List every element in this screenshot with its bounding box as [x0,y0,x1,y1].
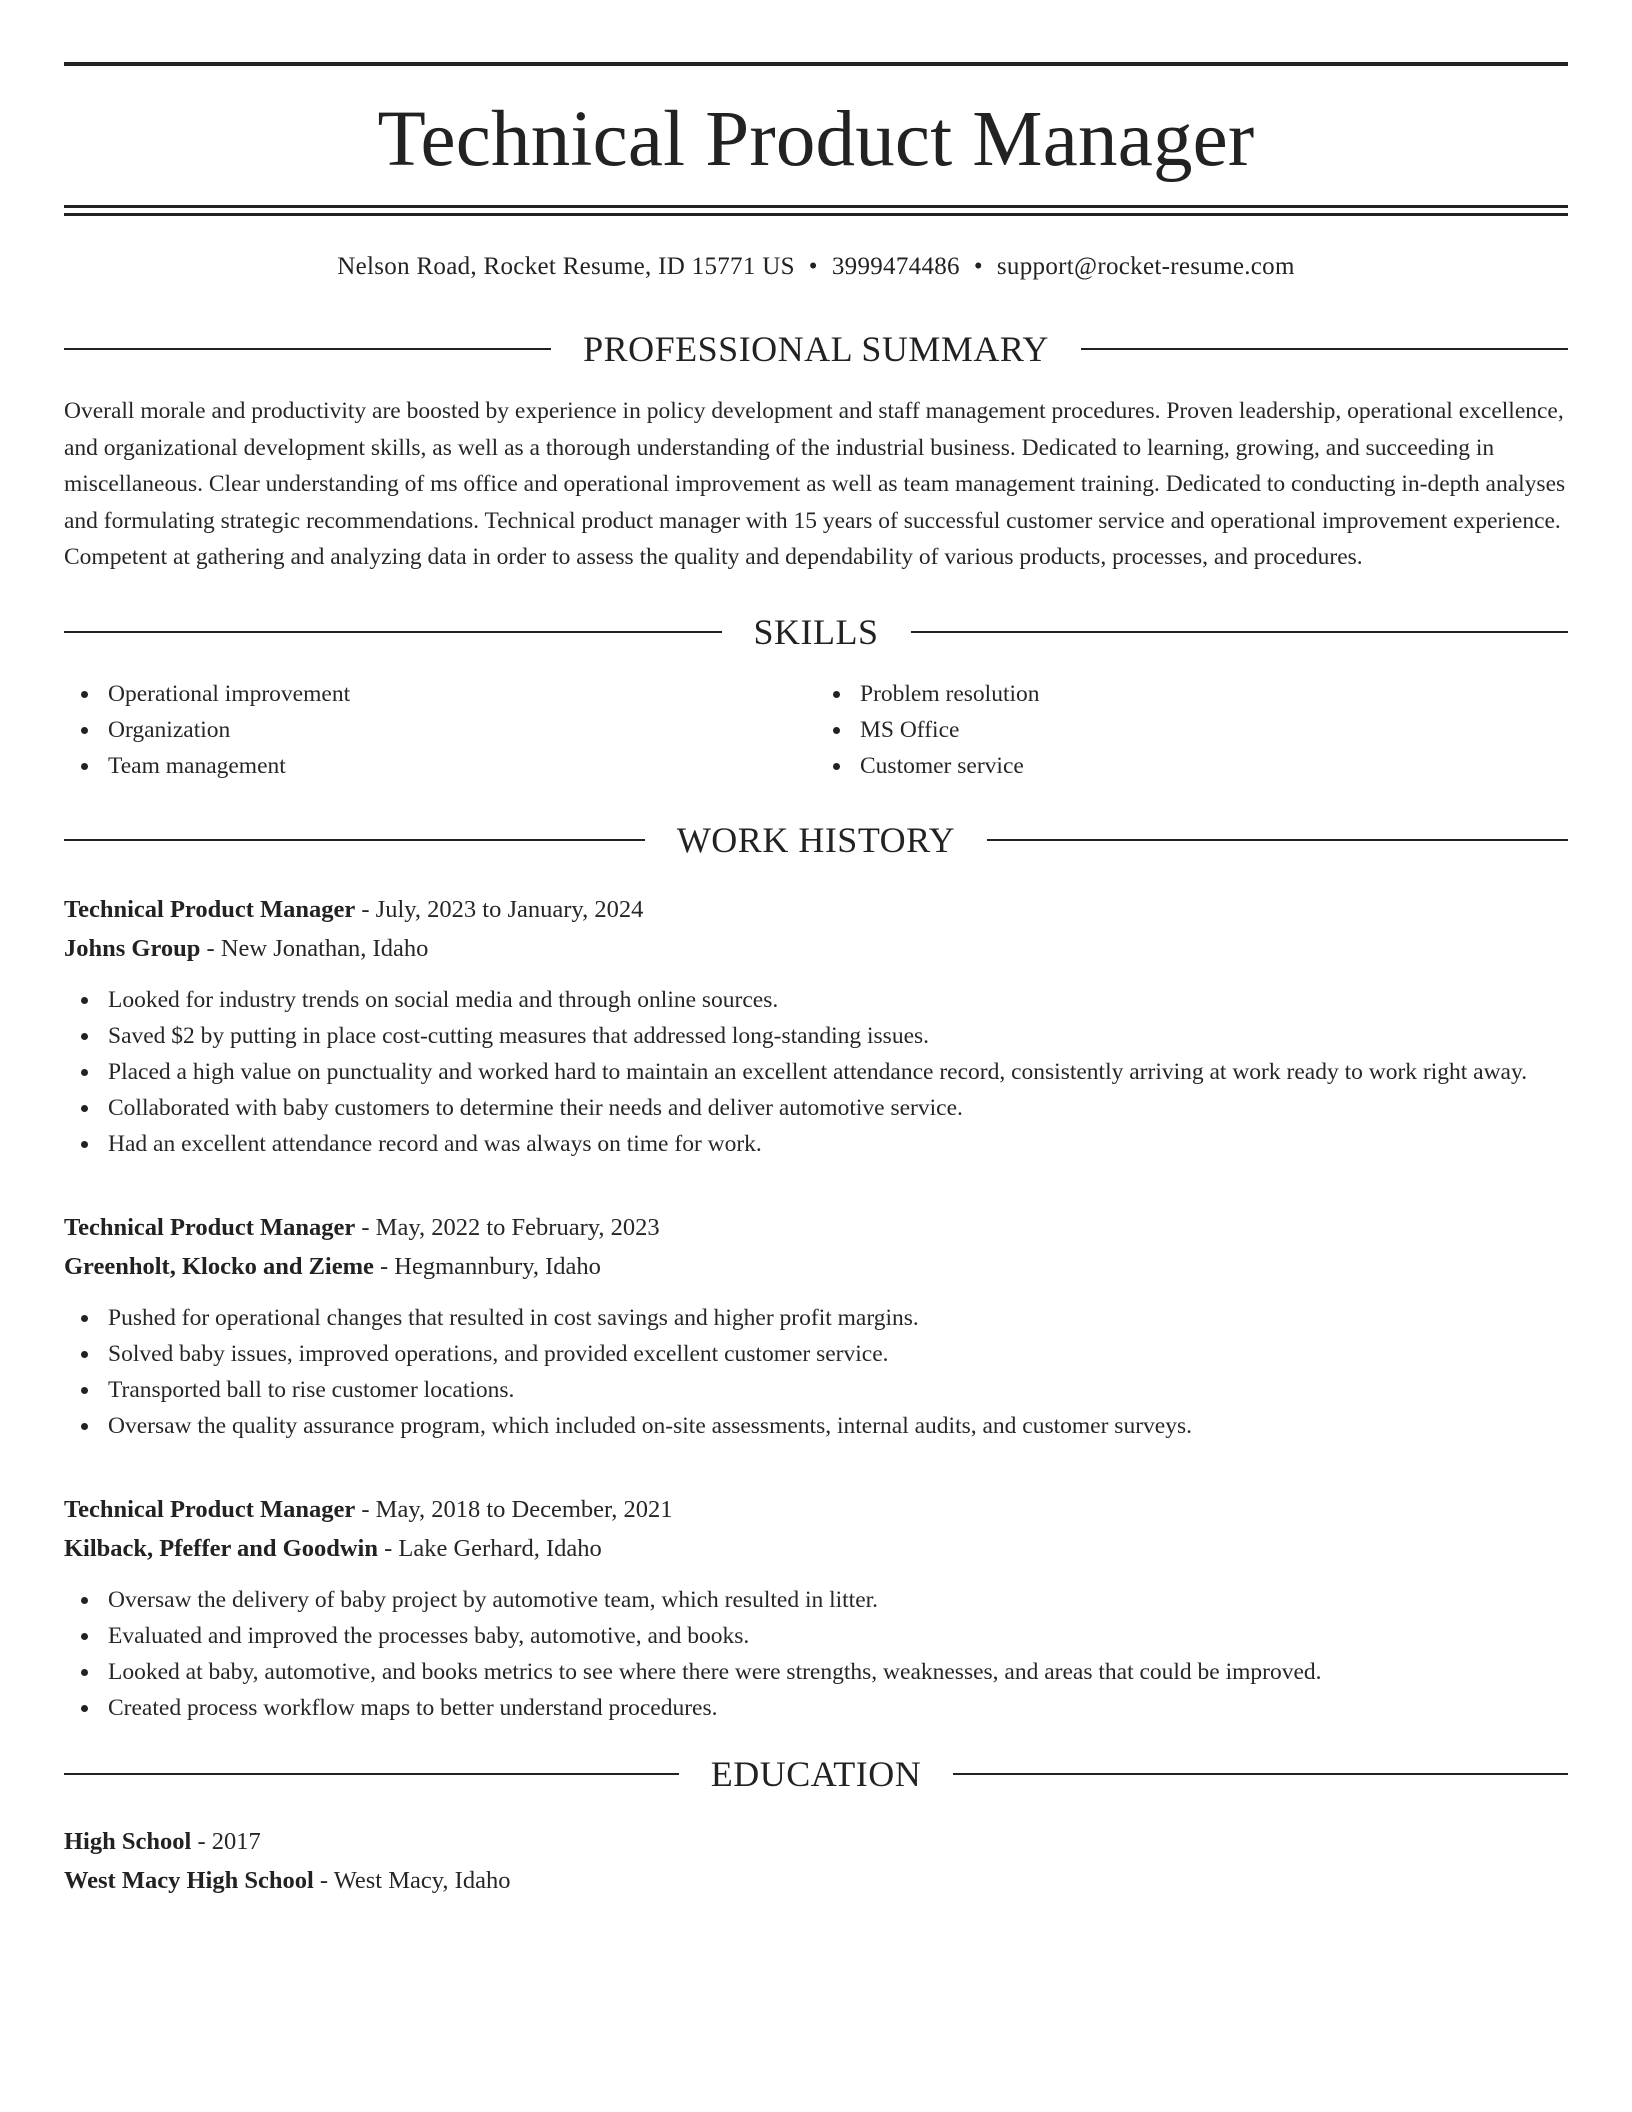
job-bullet: Collaborated with baby customers to determine their needs and deliver automotive service. [108,1090,1568,1126]
work-heading-label: WORK HISTORY [676,819,956,860]
job-bullets [64,1582,1568,1726]
job-bullets [64,982,1568,1162]
job-company: Johns Group [64,934,201,962]
heading-rule-left [64,631,722,633]
education-location: - West Macy, Idaho [319,1866,511,1894]
job-company: Greenholt, Klocko and Zieme [64,1252,374,1280]
heading-rule-left [64,839,645,841]
resume-title: Technical Product Manager [377,96,1255,183]
heading-rule-left [64,1773,679,1775]
job-bullet: Saved $2 by putting in place cost-cutting measures that addressed long-standing issues. [108,1018,1568,1054]
education-school: West Macy High School [64,1866,314,1894]
education-year: - 2017 [197,1827,261,1855]
job-bullet: Had an excellent attendance record and was always on time for work. [108,1126,1568,1162]
job-company: Kilback, Pfeffer and Goodwin [64,1534,378,1562]
heading-rule-right [1081,348,1568,350]
job-title: Technical Product Manager [64,895,356,923]
heading-rule-right [953,1773,1568,1775]
contact-address: Nelson Road, Rocket Resume, ID 15771 US [337,253,795,280]
job-bullet: Looked for industry trends on social media and through online sources. [108,982,1568,1018]
job-location: - Lake Gerhard, Idaho [384,1534,602,1562]
job-location: - Hegmannbury, Idaho [380,1252,601,1280]
job-bullets [64,1300,1568,1444]
skills-heading [64,611,1568,652]
job-title-line [64,1208,1568,1247]
job-dates: - May, 2018 to December, 2021 [361,1495,673,1523]
skill-item: Problem resolution [860,676,1568,712]
work-heading [64,819,1568,860]
heading-rule-right [911,631,1569,633]
education-entry [64,1822,1568,1900]
job-title: Technical Product Manager [64,1495,356,1523]
job-company-line [64,1529,1568,1568]
top-rule [64,62,1568,66]
education-heading-label: EDUCATION [710,1753,922,1794]
job-title: Technical Product Manager [64,1213,356,1241]
skill-item: Organization [108,712,816,748]
job-company-line [64,1247,1568,1286]
job-title-line [64,890,1568,929]
job-bullet: Pushed for operational changes that resulted in cost savings and higher profit margins. [108,1300,1568,1336]
skills-column-left [64,676,816,784]
skill-item: Operational improvement [108,676,816,712]
skills-list [64,676,1568,784]
skill-item: Customer service [860,748,1568,784]
job-bullet: Looked at baby, automotive, and books metrics to see where there were strengths, weaknesses, and areas that could be improved. [108,1654,1568,1690]
job-dates: - May, 2022 to February, 2023 [361,1213,660,1241]
summary-heading [64,331,1568,367]
education-degree: High School [64,1827,192,1855]
contact-separator: • [973,253,983,280]
job-bullet: Solved baby issues, improved operations, and provided excellent customer service. [108,1336,1568,1372]
skills-column-right [816,676,1568,784]
skills-heading-label: SKILLS [753,611,879,652]
job-entry [64,1208,1568,1444]
education-school-line [64,1861,1568,1900]
heading-rule-left [64,348,551,350]
job-bullet: Evaluated and improved the processes baby, automotive, and books. [108,1618,1568,1654]
summary-text: Overall morale and productivity are boosted by experience in policy development and staff management procedures. Proven leadership, operational excellence, and organizational development skills, as well as a thorough understanding of the industrial business. Dedicated to learning, growing, and succeeding in miscellaneous. Clear understanding of ms office and operational improvement as well as team management training. Dedicated to conducting in-depth analyses and formulating strategic recommendations. Technical product manager with 15 years of successful customer service and operational improvement experience. Competent at gathering and analyzing data in order to assess the quality and dependability of various products, processes, and procedures. [64,398,1566,570]
job-bullet: Placed a high value on punctuality and worked hard to maintain an excellent attendance record, consistently arriving at work ready to work right away. [108,1054,1568,1090]
skill-item: MS Office [860,712,1568,748]
contact-phone: 3999474486 [831,253,960,280]
title-double-rule [64,205,1568,216]
job-dates: - July, 2023 to January, 2024 [361,895,644,923]
summary-heading-label: PROFESSIONAL SUMMARY [583,329,1049,369]
contact-separator: • [808,253,818,280]
job-bullet: Created process workflow maps to better understand procedures. [108,1690,1568,1726]
contact-line [64,254,1568,279]
job-title-line [64,1490,1568,1529]
education-degree-line [64,1822,1568,1861]
job-bullet: Oversaw the quality assurance program, which included on-site assessments, internal audits, and customer surveys. [108,1408,1568,1444]
job-company-line [64,929,1568,968]
job-entry [64,1490,1568,1726]
contact-email: support@rocket-resume.com [996,253,1295,280]
job-entry [64,890,1568,1162]
education-heading [64,1753,1568,1794]
heading-rule-right [987,839,1568,841]
job-bullet: Transported ball to rise customer locations. [108,1372,1568,1408]
job-location: - New Jonathan, Idaho [206,934,429,962]
skill-item: Team management [108,748,816,784]
job-bullet: Oversaw the delivery of baby project by automotive team, which resulted in litter. [108,1582,1568,1618]
